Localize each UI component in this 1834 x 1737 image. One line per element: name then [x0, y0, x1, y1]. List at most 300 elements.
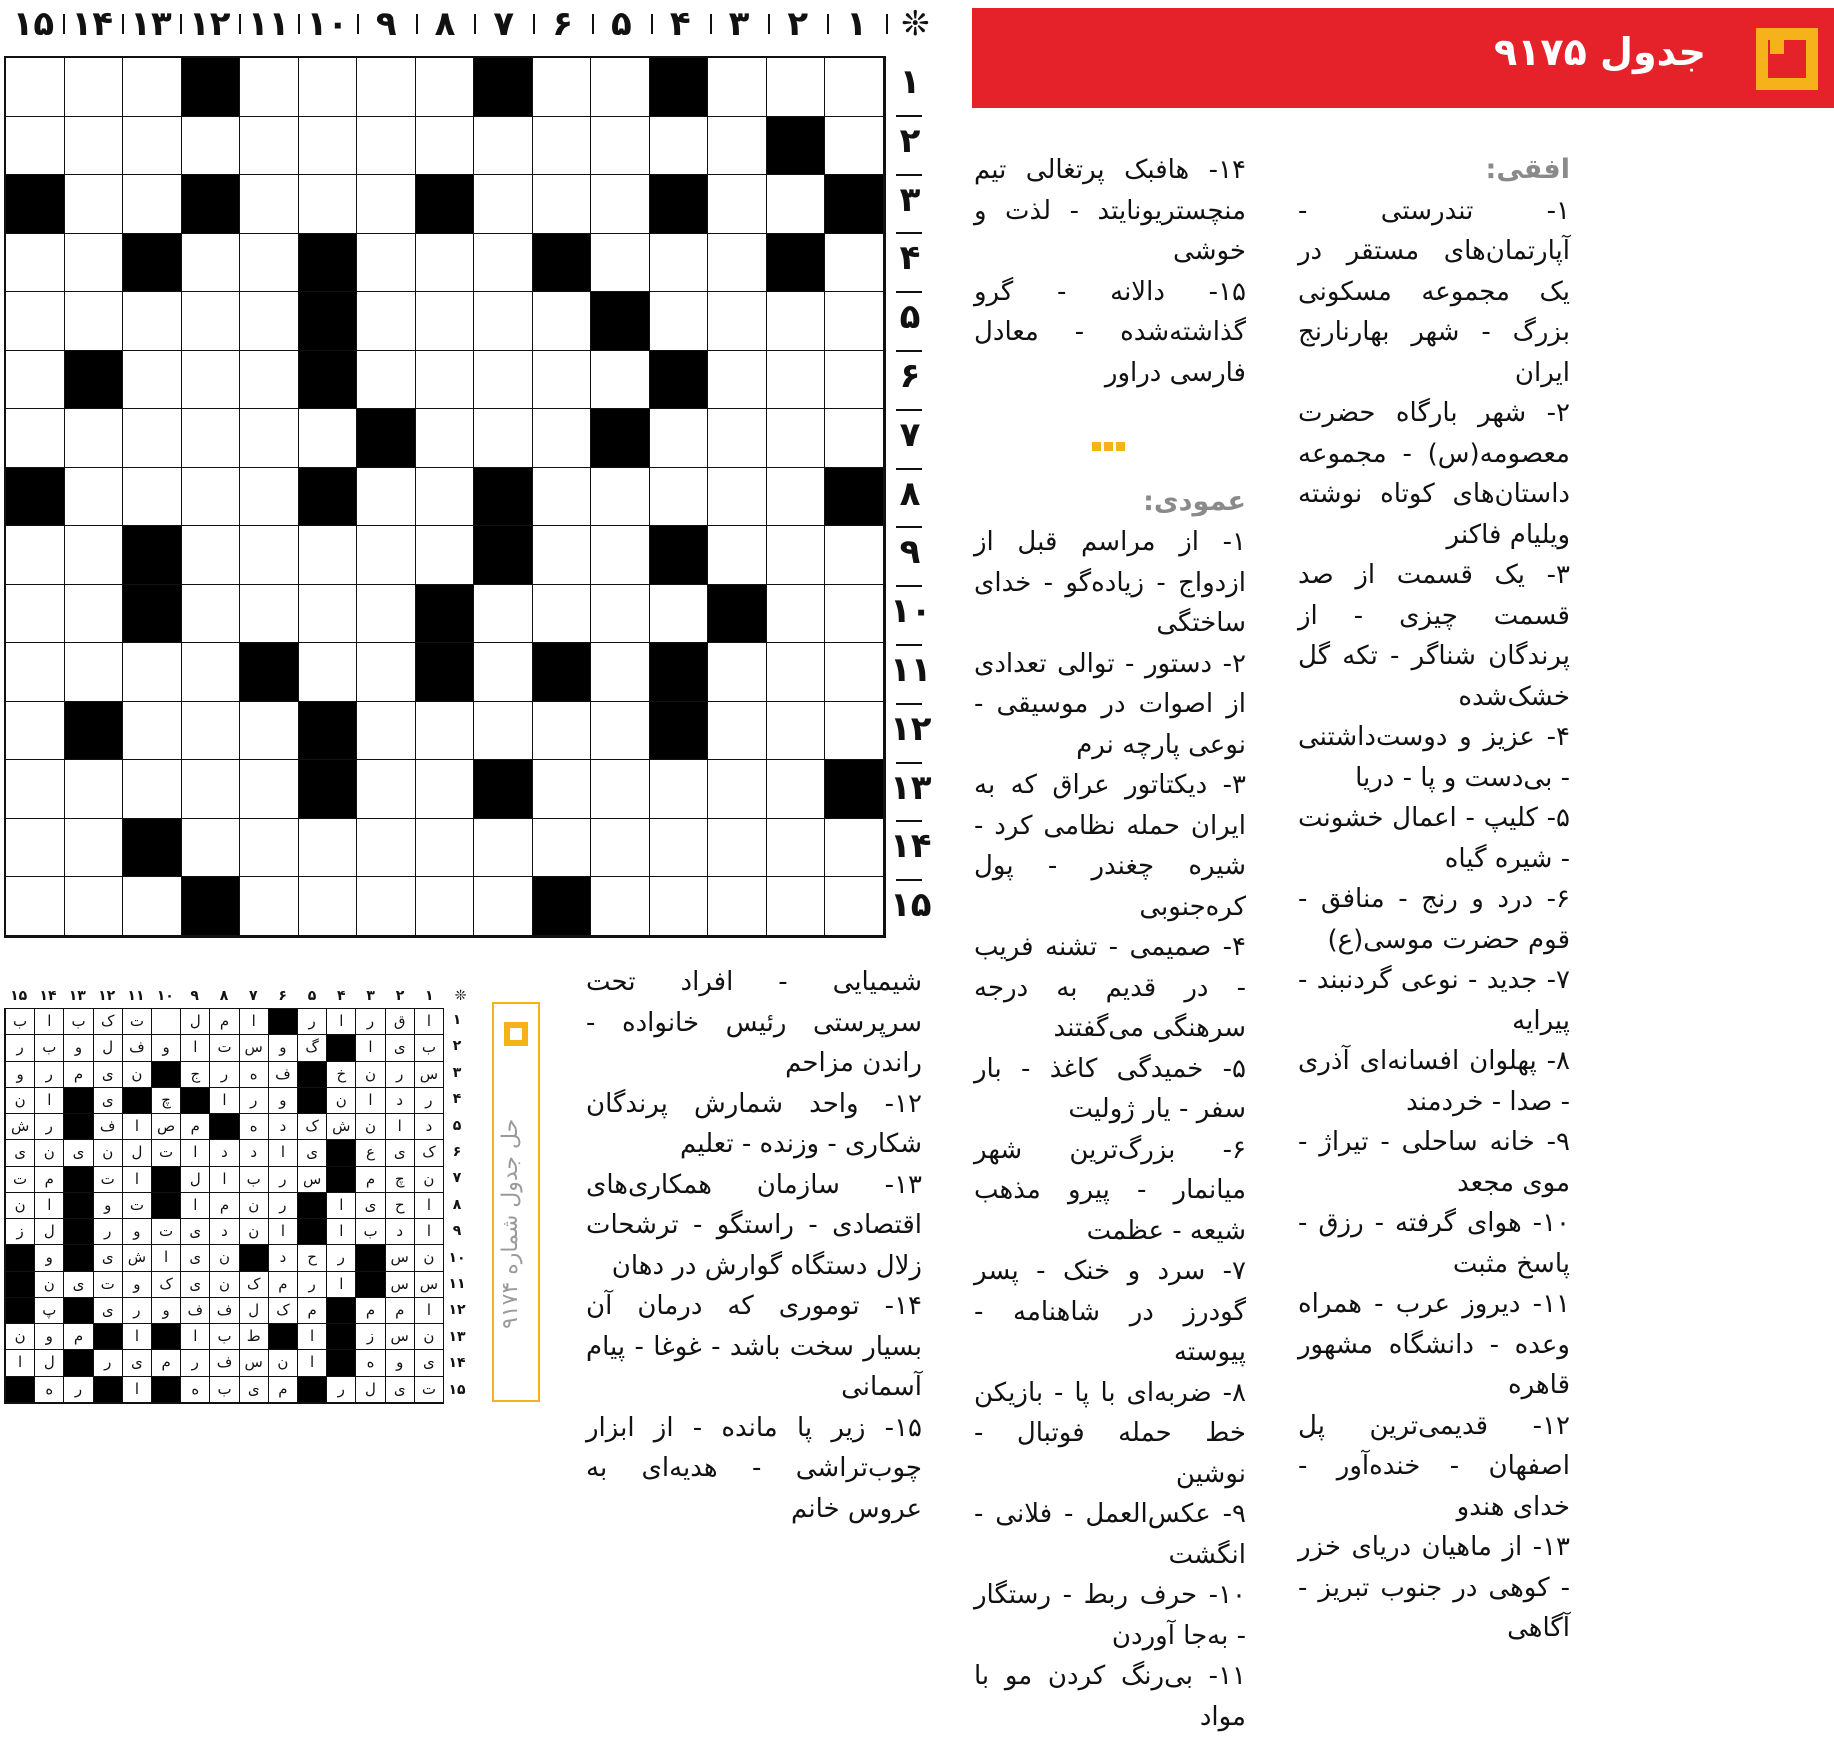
grid-cell[interactable] [474, 643, 533, 702]
grid-cell[interactable] [357, 58, 416, 117]
grid-cell[interactable] [182, 819, 241, 878]
grid-cell[interactable] [65, 409, 124, 468]
grid-cell[interactable] [299, 117, 358, 176]
grid-cell[interactable] [240, 58, 299, 117]
solution-column-number: ۱۵ [10, 988, 28, 1004]
grid-cell[interactable] [767, 351, 826, 410]
grid-cell[interactable] [6, 58, 65, 117]
grid-cell[interactable] [123, 702, 182, 761]
grid-cell[interactable] [474, 877, 533, 936]
grid-cell[interactable] [591, 175, 650, 234]
grid-cell[interactable] [416, 351, 475, 410]
grid-cell[interactable] [182, 234, 241, 293]
solution-cell: ف [122, 1035, 151, 1061]
grid-cell[interactable] [533, 702, 592, 761]
grid-cell[interactable] [825, 819, 884, 878]
grid-cell[interactable] [416, 234, 475, 293]
grid-cell [299, 292, 358, 351]
solution-cell: س [297, 1167, 326, 1193]
grid-cell[interactable] [65, 585, 124, 644]
solution-column-number: ۱ [425, 988, 434, 1004]
row-separator [896, 879, 922, 881]
grid-cell[interactable] [825, 351, 884, 410]
grid-cell[interactable] [6, 702, 65, 761]
grid-cell [6, 468, 65, 527]
column-number: ۵ [611, 4, 632, 44]
solution-column-number: ۲ [395, 988, 405, 1004]
grid-cell[interactable] [533, 760, 592, 819]
column-number: ۱ [846, 4, 867, 44]
column-separator [180, 14, 182, 34]
grid-cell[interactable] [357, 643, 416, 702]
grid-cell[interactable] [65, 760, 124, 819]
grid-cell[interactable] [533, 468, 592, 527]
grid-cell[interactable] [708, 877, 767, 936]
grid-cell[interactable] [357, 175, 416, 234]
grid-cell[interactable] [123, 351, 182, 410]
column-number: ۱۵ [12, 4, 55, 44]
grid-cell[interactable] [6, 351, 65, 410]
grid-cell[interactable] [299, 175, 358, 234]
grid-cell[interactable] [650, 292, 709, 351]
grid-cell[interactable] [591, 117, 650, 176]
grid-cell[interactable] [357, 117, 416, 176]
grid-cell[interactable] [299, 585, 358, 644]
solution-cell: ر [34, 1114, 63, 1140]
grid-cell[interactable] [825, 526, 884, 585]
grid-cell[interactable] [240, 292, 299, 351]
grid-cell [708, 585, 767, 644]
grid-cell[interactable] [825, 643, 884, 702]
grid-cell[interactable] [767, 819, 826, 878]
grid-cell[interactable] [533, 351, 592, 410]
clue-text: ۳- دیکتاتور عراق که به ایران حمله نظامی کرد - شیره چغندر - پول کره‌جنوبی [974, 770, 1246, 922]
grid-cell[interactable] [65, 877, 124, 936]
solution-cell: ی [414, 1350, 443, 1376]
solution-cell: ی [93, 1298, 122, 1324]
solution-cell: ش [326, 1114, 355, 1140]
grid-cell[interactable] [708, 819, 767, 878]
grid-cell[interactable] [591, 819, 650, 878]
solution-cell: ا [151, 1245, 180, 1271]
row-number: ۱۵ [890, 885, 932, 926]
grid-cell[interactable] [416, 526, 475, 585]
solution-column-number: ۱۴ [39, 988, 57, 1004]
grid-cell[interactable] [708, 234, 767, 293]
solution-cell [209, 1114, 238, 1140]
grid-cell[interactable] [357, 292, 416, 351]
grid-cell[interactable] [416, 117, 475, 176]
solution-cell [93, 1377, 122, 1403]
grid-cell[interactable] [708, 117, 767, 176]
solution-cell [93, 1324, 122, 1350]
grid-cell[interactable] [474, 175, 533, 234]
solution-cell [297, 1088, 326, 1114]
grid-cell[interactable] [123, 292, 182, 351]
grid-cell[interactable] [6, 877, 65, 936]
grid-cell [825, 468, 884, 527]
grid-cell[interactable] [123, 58, 182, 117]
grid-cell [299, 702, 358, 761]
grid-cell [650, 526, 709, 585]
solution-cell: س [414, 1062, 443, 1088]
grid-cell[interactable] [65, 175, 124, 234]
grid-cell[interactable] [6, 526, 65, 585]
grid-cell[interactable] [533, 819, 592, 878]
grid-cell[interactable] [123, 117, 182, 176]
grid-cell[interactable] [767, 292, 826, 351]
grid-cell[interactable] [299, 643, 358, 702]
solution-cell [151, 1324, 180, 1350]
across-heading: افقی: [1485, 154, 1570, 185]
solution-cell: ر [209, 1062, 238, 1088]
solution-row-number: ۷ [452, 1170, 462, 1187]
grid-cell[interactable] [767, 643, 826, 702]
solution-cell: ل [93, 1035, 122, 1061]
grid-cell[interactable] [591, 643, 650, 702]
grid-cell [416, 585, 475, 644]
grid-cell[interactable] [767, 58, 826, 117]
grid-cell[interactable] [182, 526, 241, 585]
grid-cell[interactable] [591, 585, 650, 644]
grid-cell[interactable] [650, 409, 709, 468]
solution-cell: د [268, 1114, 297, 1140]
grid-cell [650, 702, 709, 761]
grid-cell[interactable] [65, 117, 124, 176]
grid-cell[interactable] [357, 877, 416, 936]
grid-cell[interactable] [650, 760, 709, 819]
grid-cell[interactable] [240, 760, 299, 819]
solution-cell: ش [122, 1245, 151, 1271]
grid-cell[interactable] [767, 760, 826, 819]
solution-cell: ح [297, 1245, 326, 1271]
solution-cell [63, 1167, 92, 1193]
column-separator [474, 14, 476, 34]
grid-cell [123, 819, 182, 878]
grid-cell[interactable] [6, 819, 65, 878]
grid-cell[interactable] [299, 877, 358, 936]
solution-cell: ب [209, 1377, 238, 1403]
grid-cell[interactable] [825, 702, 884, 761]
grid-cell[interactable] [65, 819, 124, 878]
grid-cell[interactable] [240, 175, 299, 234]
grid-cell[interactable] [182, 409, 241, 468]
grid-cell[interactable] [650, 585, 709, 644]
grid-cell[interactable] [123, 175, 182, 234]
grid-cell[interactable] [591, 877, 650, 936]
row-separator [896, 350, 922, 352]
grid-cell[interactable] [182, 117, 241, 176]
solution-cell: د [268, 1245, 297, 1271]
grid-cell[interactable] [708, 292, 767, 351]
grid-cell[interactable] [182, 292, 241, 351]
solution-cell: ن [414, 1245, 443, 1271]
solution-cell [326, 1167, 355, 1193]
grid-cell[interactable] [708, 175, 767, 234]
column-separator [768, 14, 770, 34]
solution-cell [63, 1088, 92, 1114]
row-separator [896, 468, 922, 470]
grid-cell[interactable] [825, 117, 884, 176]
grid-cell[interactable] [240, 819, 299, 878]
column-number: ۱۴ [71, 4, 113, 44]
solution-row-number: ۱۰ [448, 1249, 466, 1266]
grid-cell[interactable] [182, 585, 241, 644]
grid-cell[interactable] [767, 526, 826, 585]
grid-cell[interactable] [6, 409, 65, 468]
grid-cell[interactable] [6, 234, 65, 293]
grid-cell[interactable] [65, 468, 124, 527]
grid-cell[interactable] [65, 526, 124, 585]
solution-cell [326, 1324, 355, 1350]
column-separator [886, 14, 888, 34]
grid-cell[interactable] [416, 702, 475, 761]
grid-cell[interactable] [767, 468, 826, 527]
grid-cell[interactable] [591, 58, 650, 117]
grid-cell[interactable] [6, 292, 65, 351]
grid-cell[interactable] [591, 468, 650, 527]
grid-cell[interactable] [65, 58, 124, 117]
row-number: ۱۱ [890, 650, 932, 690]
grid-cell[interactable] [767, 175, 826, 234]
grid-cell[interactable] [474, 819, 533, 878]
grid-cell [650, 58, 709, 117]
clue-text: ۵- خمیدگی کاغذ - بار سفر - یار ژولیت [974, 1053, 1246, 1124]
grid-cell[interactable] [825, 585, 884, 644]
grid-cell[interactable] [825, 234, 884, 293]
grid-cell[interactable] [240, 409, 299, 468]
grid-cell[interactable] [533, 585, 592, 644]
grid-cell[interactable] [708, 409, 767, 468]
grid-cell [299, 234, 358, 293]
grid-cell[interactable] [182, 760, 241, 819]
grid-cell [591, 292, 650, 351]
grid-cell[interactable] [650, 117, 709, 176]
grid-cell[interactable] [767, 409, 826, 468]
grid-cell[interactable] [825, 292, 884, 351]
column-number: ۹ [375, 4, 397, 44]
solution-cell: ر [297, 1272, 326, 1298]
grid-cell[interactable] [357, 585, 416, 644]
grid-cell[interactable] [767, 877, 826, 936]
grid-cell[interactable] [708, 702, 767, 761]
solution-cell: ل [355, 1377, 384, 1403]
grid-cell[interactable] [708, 526, 767, 585]
grid-cell[interactable] [416, 877, 475, 936]
grid-cell[interactable] [182, 468, 241, 527]
grid-cell[interactable] [533, 409, 592, 468]
grid-cell [533, 643, 592, 702]
grid-cell[interactable] [357, 351, 416, 410]
grid-cell[interactable] [299, 409, 358, 468]
grid-cell[interactable] [825, 409, 884, 468]
grid-cell[interactable] [533, 117, 592, 176]
grid-cell[interactable] [357, 234, 416, 293]
grid-cell[interactable] [708, 760, 767, 819]
grid-cell[interactable] [474, 585, 533, 644]
grid-cell[interactable] [182, 643, 241, 702]
grid-cell[interactable] [416, 468, 475, 527]
grid-cell[interactable] [474, 702, 533, 761]
solution-cell [355, 1245, 384, 1271]
grid-cell[interactable] [357, 819, 416, 878]
star-icon: ❊ [454, 988, 467, 1004]
crossword-grid[interactable] [4, 56, 886, 938]
grid-cell[interactable] [708, 468, 767, 527]
grid-cell[interactable] [650, 877, 709, 936]
grid-cell[interactable] [591, 526, 650, 585]
solution-cell: ت [93, 1272, 122, 1298]
grid-cell[interactable] [474, 117, 533, 176]
solution-cell: ن [268, 1350, 297, 1376]
solution-cell: ا [268, 1219, 297, 1245]
solution-cell: ن [355, 1114, 384, 1140]
grid-cell[interactable] [299, 819, 358, 878]
grid-cell[interactable] [825, 58, 884, 117]
clues-middle [974, 150, 1246, 1737]
grid-cell[interactable] [357, 702, 416, 761]
grid-cell[interactable] [357, 468, 416, 527]
clue-text: ۲- دستور - توالی تعدادی از اصوات در موسیقی - نوعی پارچه نرم [974, 648, 1246, 760]
solution-cell: ب [239, 1167, 268, 1193]
grid-cell[interactable] [825, 877, 884, 936]
solution-cell: ا [355, 1035, 384, 1061]
solution-cell: ر [268, 1167, 297, 1193]
grid-cell[interactable] [767, 585, 826, 644]
grid-cell[interactable] [123, 643, 182, 702]
grid-cell[interactable] [708, 58, 767, 117]
grid-cell[interactable] [123, 760, 182, 819]
grid-cell[interactable] [123, 409, 182, 468]
grid-cell[interactable] [708, 351, 767, 410]
solution-cell: ی [180, 1245, 209, 1271]
solution-cell: س [414, 1272, 443, 1298]
solution-column-number: ۷ [249, 988, 258, 1004]
grid-cell[interactable] [591, 234, 650, 293]
row-number: ۱ [899, 62, 921, 102]
solution-cell [151, 1167, 180, 1193]
grid-cell [474, 58, 533, 117]
grid-cell[interactable] [182, 351, 241, 410]
solution-cell: ی [122, 1350, 151, 1376]
grid-cell[interactable] [6, 585, 65, 644]
solution-cell: س [239, 1035, 268, 1061]
grid-cell[interactable] [416, 409, 475, 468]
grid-cell[interactable] [240, 526, 299, 585]
solution-cell: ه [239, 1114, 268, 1140]
solution-cell: ف [93, 1114, 122, 1140]
grid-cell[interactable] [6, 643, 65, 702]
grid-cell[interactable] [533, 292, 592, 351]
grid-cell [182, 877, 241, 936]
row-separator [896, 115, 922, 117]
grid-cell[interactable] [123, 877, 182, 936]
solution-cell: ر [268, 1193, 297, 1219]
grid-cell [825, 760, 884, 819]
solution-row-number: ۶ [452, 1144, 462, 1160]
solution-cell: ر [34, 1062, 63, 1088]
grid-cell[interactable] [533, 526, 592, 585]
down-heading: عمودی: [1143, 485, 1246, 517]
solution-cell [63, 1219, 92, 1245]
grid-cell[interactable] [6, 117, 65, 176]
solution-cell [297, 1377, 326, 1403]
grid-cell[interactable] [474, 351, 533, 410]
solution-cell: ا [355, 1088, 384, 1114]
grid-cell[interactable] [416, 819, 475, 878]
solution-cell: و [268, 1088, 297, 1114]
grid-cell[interactable] [474, 409, 533, 468]
grid-cell[interactable] [416, 760, 475, 819]
clue-text: ۱۱- دیروز عرب - همراه وعده - دانشگاه مشهور قاهره [1298, 1289, 1570, 1400]
solution-cell: ص [151, 1114, 180, 1140]
grid-cell[interactable] [123, 468, 182, 527]
solution-cell: ر [122, 1298, 151, 1324]
grid-cell[interactable] [6, 760, 65, 819]
grid-cell[interactable] [240, 234, 299, 293]
solution-cell: ج [180, 1062, 209, 1088]
solution-cell [268, 1009, 297, 1035]
grid-cell[interactable] [474, 292, 533, 351]
grid-cell[interactable] [240, 877, 299, 936]
grid-cell[interactable] [474, 234, 533, 293]
grid-cell[interactable] [240, 468, 299, 527]
grid-cell[interactable] [240, 351, 299, 410]
grid-cell[interactable] [767, 702, 826, 761]
grid-cell[interactable] [65, 234, 124, 293]
solution-cell: ی [180, 1272, 209, 1298]
grid-cell[interactable] [357, 760, 416, 819]
grid-cell[interactable] [299, 58, 358, 117]
grid-cell[interactable] [416, 292, 475, 351]
column-separator [710, 14, 712, 34]
grid-cell[interactable] [650, 819, 709, 878]
grid-cell[interactable] [65, 292, 124, 351]
grid-cell [650, 175, 709, 234]
grid-cell[interactable] [240, 117, 299, 176]
row-separator [896, 820, 922, 822]
solution-cell: م [385, 1298, 414, 1324]
solution-cell: م [209, 1009, 238, 1035]
grid-cell[interactable] [591, 351, 650, 410]
solution-cell: ا [268, 1140, 297, 1166]
grid-cell[interactable] [591, 702, 650, 761]
grid-cell[interactable] [708, 643, 767, 702]
grid-cell[interactable] [533, 175, 592, 234]
grid-cell[interactable] [650, 234, 709, 293]
solution-grid [4, 1008, 444, 1404]
solution-cell [151, 1193, 180, 1219]
solution-cell: و [151, 1035, 180, 1061]
grid-cell[interactable] [533, 58, 592, 117]
solution-cell: ر [239, 1088, 268, 1114]
row-separator [896, 232, 922, 234]
solution-cell: ا [239, 1009, 268, 1035]
solution-cell: ک [297, 1114, 326, 1140]
grid-cell[interactable] [416, 58, 475, 117]
grid-cell[interactable] [65, 643, 124, 702]
solution-cell: ا [180, 1193, 209, 1219]
grid-cell[interactable] [591, 760, 650, 819]
grid-cell[interactable] [650, 468, 709, 527]
grid-cell[interactable] [182, 702, 241, 761]
solution-cell: ا [180, 1324, 209, 1350]
grid-cell [6, 175, 65, 234]
grid-cell[interactable] [240, 702, 299, 761]
grid-cell[interactable] [299, 526, 358, 585]
grid-cell[interactable] [240, 585, 299, 644]
grid-cell[interactable] [357, 526, 416, 585]
